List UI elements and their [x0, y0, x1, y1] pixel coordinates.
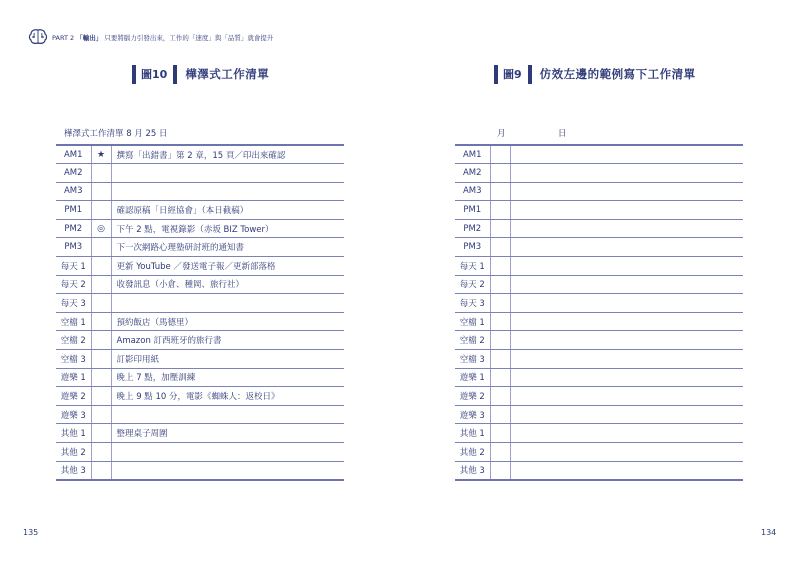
task-cell [510, 238, 743, 257]
table-row [56, 145, 344, 164]
task-cell: 晚上 9 點 10 分，電影《蜘蛛人：返校日》 [111, 387, 344, 406]
table-row [56, 312, 344, 331]
slot-cell: 每天 2 [56, 275, 91, 294]
task-cell: 整理桌子周圍 [111, 424, 344, 443]
slot-cell: AM2 [455, 164, 490, 183]
slot-cell: 每天 3 [56, 294, 91, 313]
task-cell [510, 201, 743, 220]
slot-cell: 空檔 1 [56, 312, 91, 331]
table-row [455, 145, 743, 164]
task-cell [111, 294, 344, 313]
table-row [455, 201, 743, 220]
table-row [455, 312, 743, 331]
table-row [56, 350, 344, 369]
mark-cell [490, 164, 510, 183]
title-bar [132, 65, 136, 84]
mark-cell [91, 368, 111, 387]
mark-cell [490, 275, 510, 294]
table-row [455, 461, 743, 480]
slot-cell: 其他 3 [455, 461, 490, 480]
mark-cell [91, 201, 111, 220]
slot-cell: 每天 1 [56, 257, 91, 276]
task-cell [510, 182, 743, 201]
task-cell [510, 164, 743, 183]
slot-cell: 遊樂 2 [56, 387, 91, 406]
page-number-left: 135 [23, 528, 39, 537]
task-cell [510, 312, 743, 331]
table-row [455, 238, 743, 257]
left-figure-title [132, 64, 269, 84]
table-row [455, 368, 743, 387]
slot-cell: PM2 [56, 219, 91, 238]
slot-cell: 遊樂 1 [455, 368, 490, 387]
task-cell [111, 164, 344, 183]
table-row [56, 405, 344, 424]
brain-icon [28, 28, 48, 46]
task-cell [510, 275, 743, 294]
task-cell: 更新 YouTube ／發送電子報／更新部落格 [111, 257, 344, 276]
slot-cell: 其他 2 [455, 443, 490, 462]
table-row [455, 257, 743, 276]
task-cell [111, 461, 344, 480]
slot-cell: PM3 [455, 238, 490, 257]
slot-cell: PM1 [455, 201, 490, 220]
task-cell: 下一次網路心理塾研討班的通知書 [111, 238, 344, 257]
slot-cell: 其他 1 [56, 424, 91, 443]
task-cell [510, 145, 743, 164]
table-row [56, 331, 344, 350]
mark-cell [91, 405, 111, 424]
mark-cell [490, 312, 510, 331]
mark-cell [490, 182, 510, 201]
mark-cell [490, 294, 510, 313]
left-figure-name: 樺澤式工作清單 [185, 67, 270, 81]
mark-cell [91, 312, 111, 331]
table-row [56, 257, 344, 276]
slot-cell: 遊樂 1 [56, 368, 91, 387]
title-bar [528, 65, 532, 84]
task-cell: 確認原稿「日經協會」（本日截稿） [111, 201, 344, 220]
slot-cell: AM2 [56, 164, 91, 183]
slot-cell: AM1 [56, 145, 91, 164]
mark-cell [490, 257, 510, 276]
header-subtitle: 只要將腦力引發出來，工作的「速度」與「品質」就會提升 [104, 33, 274, 42]
table-row [455, 443, 743, 462]
mark-cell: ◎ [91, 219, 111, 238]
table-row [455, 164, 743, 183]
slot-cell: PM3 [56, 238, 91, 257]
table-row [56, 219, 344, 238]
slot-cell: 空檔 3 [455, 350, 490, 369]
right-caption-day: 日 [558, 129, 567, 139]
right-task-list [455, 144, 743, 481]
mark-cell: ★ [91, 145, 111, 164]
mark-cell [490, 238, 510, 257]
slot-cell: AM1 [455, 145, 490, 164]
mark-cell [490, 461, 510, 480]
table-row [56, 294, 344, 313]
mark-cell [91, 257, 111, 276]
slot-cell: 空檔 2 [455, 331, 490, 350]
table-row [56, 201, 344, 220]
mark-cell [91, 387, 111, 406]
task-cell [510, 368, 743, 387]
mark-cell [91, 461, 111, 480]
task-cell [510, 405, 743, 424]
mark-cell [91, 424, 111, 443]
table-row [455, 387, 743, 406]
task-cell [111, 182, 344, 201]
table-row [56, 443, 344, 462]
table-row [56, 387, 344, 406]
mark-cell [91, 331, 111, 350]
task-cell: Amazon 訂西班牙的旅行書 [111, 331, 344, 350]
table-row [455, 331, 743, 350]
task-cell [111, 405, 344, 424]
title-bar [494, 65, 498, 84]
page-number-right: 134 [761, 528, 777, 537]
mark-cell [91, 294, 111, 313]
mark-cell [91, 238, 111, 257]
table-row [455, 405, 743, 424]
task-cell [510, 424, 743, 443]
task-cell: 訂影印用紙 [111, 350, 344, 369]
mark-cell [490, 145, 510, 164]
mark-cell [490, 219, 510, 238]
task-cell: 下午 2 點，電視錄影（赤坂 BIZ Tower） [111, 219, 344, 238]
task-cell [510, 331, 743, 350]
left-task-list [56, 144, 344, 481]
mark-cell [490, 387, 510, 406]
slot-cell: 其他 2 [56, 443, 91, 462]
mark-cell [490, 368, 510, 387]
task-cell: 晚上 7 點，加壓訓練 [111, 368, 344, 387]
right-caption-month: 月 [497, 129, 506, 139]
mark-cell [490, 201, 510, 220]
table-row [455, 182, 743, 201]
task-cell [510, 461, 743, 480]
table-row [56, 424, 344, 443]
table-row [56, 461, 344, 480]
slot-cell: 空檔 2 [56, 331, 91, 350]
table-row [455, 350, 743, 369]
task-cell: 收發訊息（小倉、種岡、旅行社） [111, 275, 344, 294]
table-row [56, 368, 344, 387]
running-header [28, 27, 273, 47]
task-cell: 預約飯店（馬德里） [111, 312, 344, 331]
slot-cell: 遊樂 3 [56, 405, 91, 424]
slot-cell: 其他 3 [56, 461, 91, 480]
table-row [455, 219, 743, 238]
task-cell [510, 350, 743, 369]
mark-cell [91, 164, 111, 183]
task-cell [510, 257, 743, 276]
slot-cell: 每天 3 [455, 294, 490, 313]
table-row [56, 182, 344, 201]
mark-cell [490, 424, 510, 443]
mark-cell [91, 275, 111, 294]
right-figure-name: 仿效左邊的範例寫下工作清單 [539, 67, 696, 81]
table-row [56, 238, 344, 257]
task-cell [510, 387, 743, 406]
header-keyword: 「輸出」 [76, 33, 103, 42]
task-cell [510, 219, 743, 238]
slot-cell: 空檔 3 [56, 350, 91, 369]
slot-cell: AM3 [455, 182, 490, 201]
slot-cell: 每天 2 [455, 275, 490, 294]
mark-cell [490, 443, 510, 462]
task-cell: 撰寫「出錯書」第 2 章，15 頁／印出來確認 [111, 145, 344, 164]
table-row [56, 275, 344, 294]
table-row [455, 275, 743, 294]
mark-cell [490, 405, 510, 424]
right-figure-number: 圖9 [503, 68, 522, 81]
table-row [455, 294, 743, 313]
mark-cell [490, 331, 510, 350]
right-figure-title [494, 64, 696, 84]
title-bar [173, 65, 177, 84]
mark-cell [490, 350, 510, 369]
slot-cell: AM3 [56, 182, 91, 201]
slot-cell: PM1 [56, 201, 91, 220]
mark-cell [91, 182, 111, 201]
task-cell [510, 443, 743, 462]
slot-cell: 每天 1 [455, 257, 490, 276]
left-figure-number: 圖10 [141, 68, 168, 81]
left-caption: 樺澤式工作清單 8 月 25 日 [64, 129, 168, 139]
header-part: PART 2 [52, 33, 75, 42]
mark-cell [91, 350, 111, 369]
slot-cell: 其他 1 [455, 424, 490, 443]
mark-cell [91, 443, 111, 462]
slot-cell: 遊樂 2 [455, 387, 490, 406]
table-row [455, 424, 743, 443]
slot-cell: 遊樂 3 [455, 405, 490, 424]
header-text [52, 33, 273, 42]
table-row [56, 164, 344, 183]
slot-cell: PM2 [455, 219, 490, 238]
task-cell [510, 294, 743, 313]
slot-cell: 空檔 1 [455, 312, 490, 331]
task-cell [111, 443, 344, 462]
